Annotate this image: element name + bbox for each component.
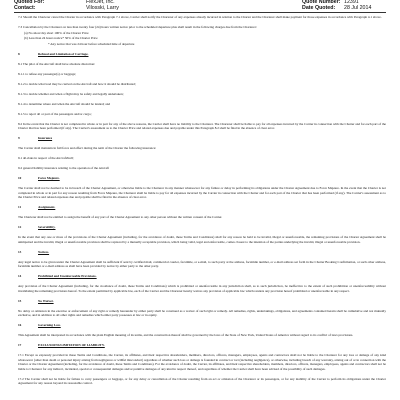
section-title: Refusal and Limitation of Carriage. [38, 51, 89, 56]
section-title: Notices. [38, 249, 50, 254]
section-number: 11 [18, 205, 22, 209]
section-number: 9 [18, 136, 20, 140]
section-title: Assignment. [38, 205, 56, 209]
date-quoted-label: Date Quoted: [302, 5, 336, 11]
paragraph-12: In the event that any one or more of the provisions of the Charter Agreement (including, for the avoidance of doubt, these Terms and Conditions) shall for any reason be held to be invalid, illegal or unenforceable, the remaining provisions of the Charter Agreement shall be unimpaired and the invalid, illegal or unenforceable provision shall be replaced by a mutually acceptable provision, which being valid, legal and enforceable, comes closest to the intention of the parties underlying the invalid, illegal or unenforceable provision. [18, 235, 386, 244]
section-title: Insurance [38, 136, 53, 140]
paragraph-8-1-4: 8.1.4 to determine where and when the Aircraft should be landed; and [18, 101, 111, 106]
paragraph-10: The Carrier shall not be deemed to be in breach of the Charter Agreement, or otherwise liable to the Charterer in any manner whatsoever for any failure or delay in performing its obligations under the Charter Agreement due to Force Majeure. In the event that the Charter is not completed in whole or in part for any reason resulting from Force Majeure, the Charterer shall be liable to pay for all expenses incurred by the Carrier in connection with the Charter and for each part of the Charter that has been performed (if any). The Carrier's assessment as to the Charter Price and related expenses due and payable shall be final in the absence of clear error. [18, 186, 386, 199]
section-12-heading [18, 225, 386, 230]
section-title: Prohibited and Unenforceable Provisions. [38, 274, 97, 278]
section-number: 17 [18, 343, 22, 347]
section-16-heading [18, 323, 386, 328]
section-13-heading [18, 250, 386, 255]
quoted-for-value: FlexJet, Inc. [86, 0, 115, 5]
section-number: 14 [18, 274, 22, 278]
section-10-heading [18, 176, 386, 181]
paragraph-9-2: 9.2 general liability insurance relating to the operation of the Aircraft [18, 166, 110, 170]
section-17-heading [18, 343, 386, 348]
paragraph-16: This Agreement shall be interpreted in accordance with the plain English meaning of its terms, and the construction thereof shall be governed by the laws of the State of New York, United States of America without regard to its conflict of laws provisions. [18, 333, 354, 337]
paragraph-13: Any legal notice to be given under the Charter Agreement shall be sufficient if sent by certified mail, commercial courier, facsimile, or e-mail, to such party at the address, facsimile number, or e-mail address set forth in the Charter Booking Confirmation, or such other address, facsimile number or e-mail address as shall have been provided by notice by either party to the other party. [18, 259, 386, 268]
section-15-heading [18, 299, 386, 304]
paragraph-8-1-2: 8.1.2 to decide what load may be carried on the Aircraft and how it should be distributed; [18, 81, 136, 86]
paragraph-11: The Charterer shall not be entitled to assign the benefit of any part of the Charter Agreement to any other person without the written consent of the Carrier. [18, 215, 223, 219]
paragraph-9-1: 9.1 all-risks in respect of the Aircraft/hull; [18, 156, 74, 160]
date-quoted-value: 28 Jul 2014 [344, 5, 372, 11]
paragraph-14: Any provision of the Charter Agreement (including, for the avoidance of doubt, these Terms and Conditions) which is prohibited or unenforceable in any jurisdiction shall, as to such jurisdiction, be ineffective to the extent of such prohibition or unenforceability without invalidating the remaining provisions hereof. To the extent permitted by applicable law, each of the Carrier and the Charterer hereby waives any provision of applicable law which renders any provision hereof prohibited or unenforceable in any respect. [18, 284, 386, 293]
paragraph-7-3-a: (a) No show/day short 100% of the Charter Price [24, 30, 89, 35]
quoted-for-label: Quoted For: [14, 0, 45, 5]
section-title: Severability. [38, 225, 56, 229]
section-number: 8 [18, 51, 20, 56]
paragraph-15: No delay or omission in the exercise or enforcement of any right or remedy hereunder by either party shall be construed as a waiver of such right or remedy. All remedies, rights, undertakings, obligations, and agreements contained herein shall be cumulative and not mutually exclusive, and in addition to all other rights and remedies which either party possesses at law or in equity. [18, 308, 386, 317]
quote-number-label: Quote Number: [302, 0, 341, 5]
quote-number-value: 12391 [344, 0, 359, 5]
paragraph-8-1-5: 8.1.5 to reject all or part of the passengers and/or cargo; [18, 111, 92, 116]
header-row-contact [14, 5, 386, 11]
section-title: No Waiver. [38, 298, 54, 303]
paragraph-17-2: 17.2 The Carrier shall not be liable for failure to carry passengers or baggage, or for any delay or cancellation of the Charter resulting from an act or omission of the Charterer or its passengers, or for any inability of the Carrier to perform its obligations under the Charter Agreement for any reason beyond its reasonable control. [18, 376, 386, 385]
quote-header [14, 0, 386, 13]
contact-value: Vilosski, Larry [86, 5, 119, 11]
paragraph-8-1-3: 8.1.3 to decide whether and when a flight may be safely and legally undertaken; [18, 91, 124, 96]
section-title: EXCLUSIONS/LIMITATION OF LIABILITY. [38, 343, 105, 347]
section-number: 16 [18, 323, 22, 327]
paragraph-7-2: 7.2 Should the Charterer cancel the Charter in accordance with Paragraph 7.1 above, Carrier shall notify the Charterer of any expenses already incurred in relation to the Charter and the Charterer shall make payment for those expenses in accordance with Paragraph 4.1 above. [18, 15, 382, 19]
paragraph-8-1-1: 8.1.1 to refuse any passenger(s) or baggage; [18, 71, 77, 76]
section-9-heading [18, 136, 386, 141]
paragraph-8-2: 8.2 In the event that the Charter is not completed in whole or in part for any of the above reasons, the Carrier shall have no liability to the Charterer. The Charterer shall be liable to pay for all expenses incurred by the Carrier in connection with the Charter and for each part of the Charter that has been performed (if any). The Carrier's assessment as to the Charter Price and related expenses due and payable under this Paragraph 8.2 shall be final in the absence of clear error. [18, 121, 386, 130]
section-number: 13 [18, 249, 22, 254]
section-title: Force Majeure. [38, 176, 60, 180]
section-number: 15 [18, 298, 22, 303]
section-number: 12 [18, 225, 22, 229]
section-11-heading [18, 205, 386, 210]
section-number: 10 [18, 176, 22, 180]
paragraph-7-3: 7.3 Cancellation by the Charterer on less than twenty four (24) hours written notice prior to the scheduled departure plus shall result in the following charges due from the Charterer: [18, 25, 257, 29]
paragraph-9: The Carrier shall maintain in full force and effect during the term of the Charter the following insurance: [18, 146, 157, 150]
paragraph-17-1: 17.1 Except as expressly provided in these Terms and Conditions, the Carrier, its affiliates, and their respective shareholders, members, directors, officers, managers, employees, agents and contractors shall not be liable to the Charterer for any loss or damage of any kind whatsoever (other than death or personal injury arising from negligence or willful misconduct) regardless of whether such loss or damage is founded in contract or tort (including negligence), or otherwise, including breach of any warranty, arising out of or in connection with the Charter or the Charter Agreement (including, for the avoidance of doubt, these Terms and Conditions). For the avoidance of doubt, the Carrier, its affiliates, and their respective shareholders, members, directors, officers, managers, employees, agents and contractors shall not be liable to Charterer for any indirect, incidental, special or consequential damages and/or punitive damages of any kind in respect thereof, and regardless of whether the Carrier shall have been advised of the possibility of such damages. [18, 353, 386, 371]
section-8-heading [18, 52, 386, 57]
paragraph-8-1: 8.1 The pilot of the Aircraft shall have absolute discretion: [18, 61, 96, 66]
contact-label: Contact: [14, 5, 36, 11]
section-14-heading [18, 274, 386, 279]
paragraph-7-3-b: (b) Less than 24 hours notice* 50% of the Charter Price [24, 36, 98, 40]
paragraph-7-3-note: * Any notice that was 24 hour before scheduled time of departure [48, 41, 135, 46]
terms-body [18, 15, 386, 400]
section-title: Governing Law. [38, 323, 61, 327]
